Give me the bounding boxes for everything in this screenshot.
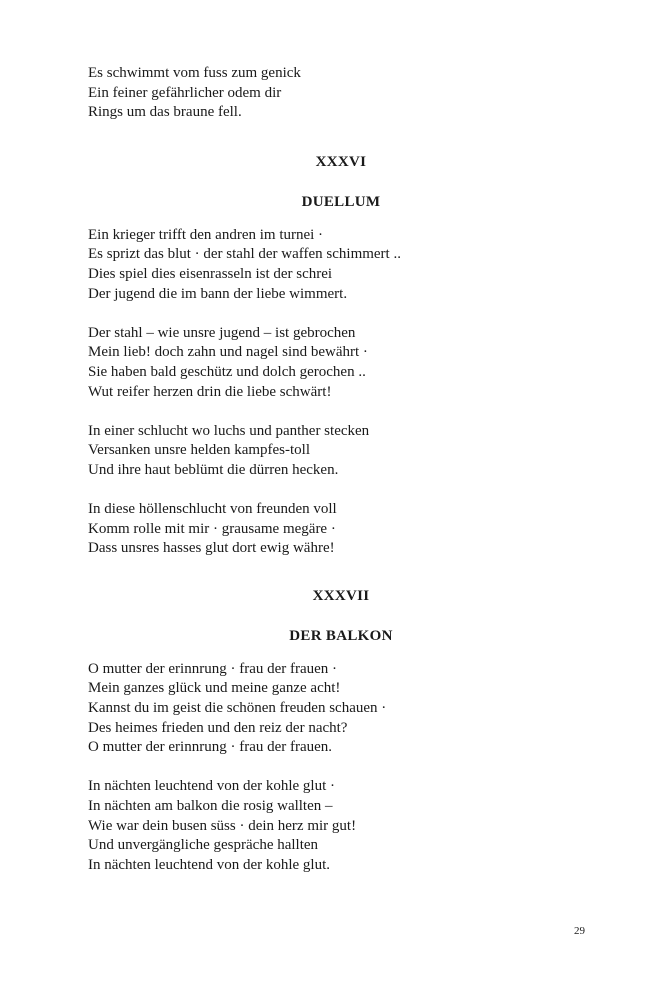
verse-line: O mutter der erinnrung · frau der frauen · [88,660,338,677]
verse-line: Komm rolle mit mir · grausame megäre · [88,520,336,537]
poem-stanza [88,324,598,402]
poem-stanza [88,660,598,758]
verse-line: Des heimes frieden und den reiz der nacht? [88,719,348,736]
verse-line: Versanken unsre helden kampfes-toll [88,442,311,459]
verse-line: Und ihre haut beblümt die dürren hecken. [88,461,339,478]
poem-numeral: XXXVI [315,153,367,170]
verse-line: Der jugend die im bann der liebe wimmert. [88,285,348,302]
verse-line: Sie haben bald geschütz und dolch gerochen .. [88,363,366,380]
verse-line: Ein feiner gefährlicher odem dir [88,84,282,101]
verse-line: Ein krieger trifft den andren im turnei · [88,226,324,243]
verse-line: In nächten am balkon die rosig wallten – [88,798,333,815]
continuation-stanza [88,64,598,123]
page-number: 29 [574,925,585,937]
verse-line: Es schwimmt vom fuss zum genick [88,65,301,81]
poem-title: DER BALKON [289,627,393,644]
poem-stanza [88,500,598,559]
verse-line: Dies spiel dies eisenrasseln ist der schrei [88,265,333,282]
poem-stanza [88,777,598,875]
verse-line: In diese höllenschlucht von freunden voll [88,501,337,518]
poem-stanza [88,422,598,481]
poem-title: DUELLUM [301,193,381,210]
verse-line: Wie war dein busen süss · dein herz mir gut! [88,817,357,834]
verse-line: Und unvergängliche gespräche hallten [88,837,319,854]
verse-line: Der stahl – wie unsre jugend – ist gebrochen [88,324,356,341]
verse-line: In nächten leuchtend von der kohle glut. [88,856,331,873]
book-page [88,64,598,875]
verse-line: Es sprizt das blut · der stahl der waffen schimmert .. [88,246,401,263]
verse-line: In einer schlucht wo luchs und panther stecken [88,422,370,439]
verse-line: Mein ganzes glück und meine ganze acht! [88,680,341,697]
verse-line: Rings um das braune fell. [88,104,242,121]
verse-line: In nächten leuchtend von der kohle glut · [88,778,336,795]
verse-line: Kannst du im geist die schönen freuden schauen · [88,700,387,717]
verse-line: Mein lieb! doch zahn und nagel sind bewährt · [88,344,368,361]
poem-numeral: XXXVII [312,587,370,604]
poem-stanza [88,226,598,304]
verse-line: O mutter der erinnrung · frau der frauen. [88,739,333,756]
verse-line: Dass unsres hasses glut dort ewig währe! [88,540,335,557]
verse-line: Wut reifer herzen drin die liebe schwärt! [88,383,332,400]
